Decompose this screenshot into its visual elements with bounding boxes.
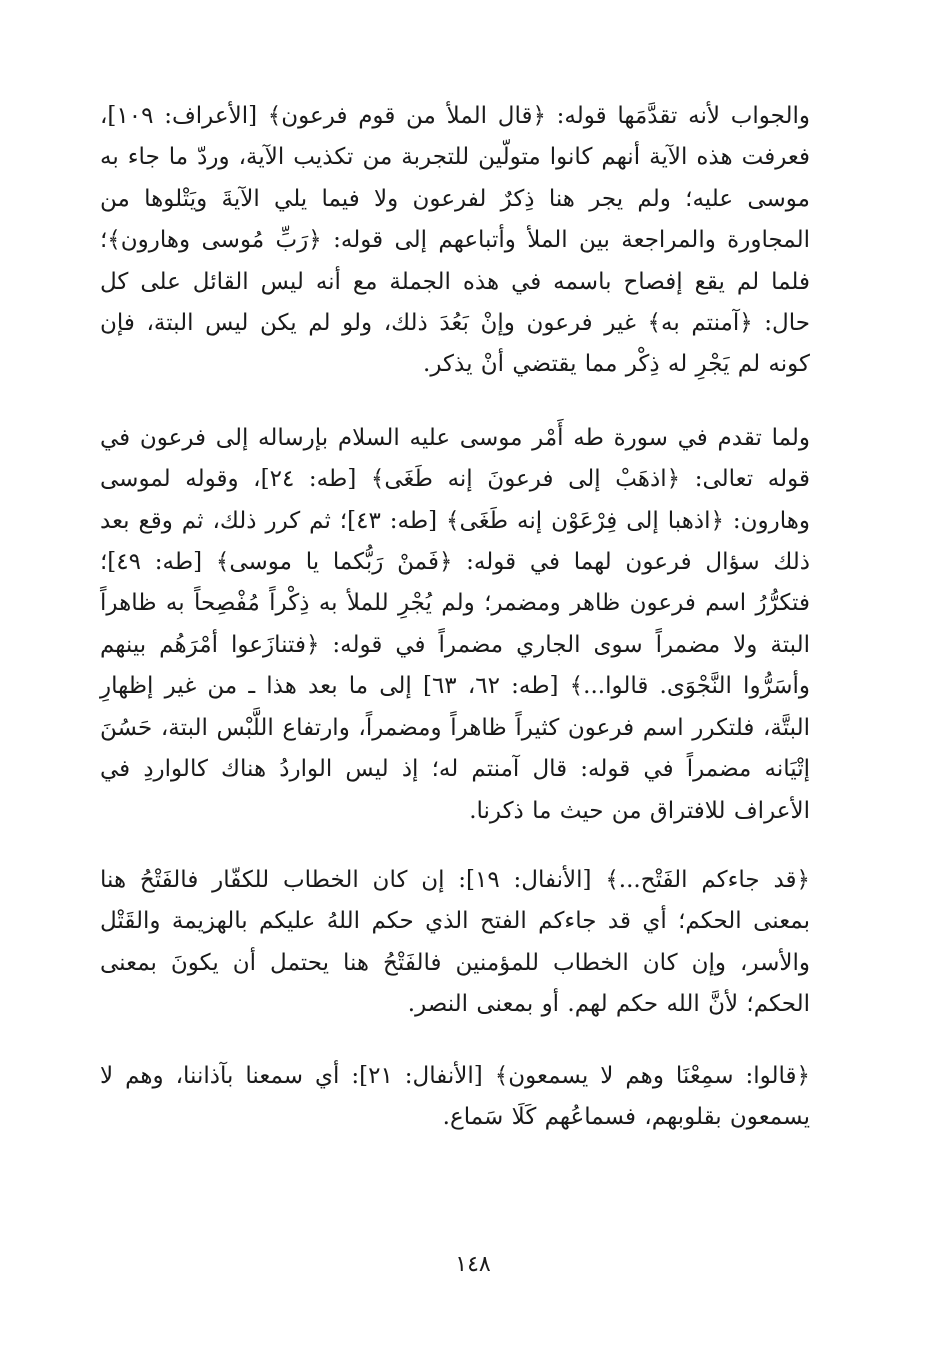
- paragraph-surat-taha: ولما تقدم في سورة طه أَمْر موسى عليه السلام بإرساله إلى فرعون في قوله تعالى: ﴿اذهَبْ إلى فرعونَ إنه طَغَى﴾ [طه: ٢٤]، وقوله لموسى وهارون: ﴿اذهبا إلى فِرْعَوْن إنه طَغَى﴾ [طه: ٤٣]؛ ثم كرر ذلك، ثم وقع بعد ذلك سؤال فرعون لهما في قوله: ﴿فَمنْ رَبُّكما يا موسى﴾ [طه: ٤٩]؛ فتكرُّرُ اسم فرعون ظاهر ومضمر؛ ولم يُجْرِ للملأ به ذِكْراً مُفْصِحاً به ظاهراً البتة ولا مضمراً سوى الجاري مضمراً في قوله: ﴿فتنازَعوا أمْرَهُم بينهم وأسَرُّوا النَّجْوَى. قالوا...﴾ [طه: ٦٢، ٦٣] إلى ما بعد هذا ـ من غير إظهارِ البتَّة، فلتكرر اسم فرعون كثيراً ظاهراً ومضمراً، وارتفاع اللَّبْس البتة، حَسُنَ إتْيَانه مضمراً في قوله: قال آمنتم له؛ إذ ليس الواردُ هناك كالواردِ في الأعراف للافتراق من حيث ما ذكرنا.: [100, 424, 811, 824]
- paragraph-al-fath: ﴿قد جاءكم الفَتْح...﴾ [الأنفال: ١٩]: إن كان الخطاب للكفّار فالفَتْحُ هنا بمعنى الحكم؛ أي قد جاءكم الفتح الذي حكم اللهُ عليكم بالهزيمة والقَتْل والأسر، وإن كان الخطاب للمؤمنين فالفَتْحُ هنا يحتمل أن يكونَ بمعنى الحكم؛ لأنَّ الله حكم لهم. أو بمعنى النصر.: [100, 866, 810, 1018]
- paragraph-samina: ﴿قالوا: سمِعْنَا وهم لا يسمعون﴾ [الأنفال: ٢١]: أي سمعنا بآذاننا، وهم لا يسمعون بقلوبهم، فسماعُهم كَلَا سَماع.: [100, 1062, 810, 1130]
- page-body: [100, 96, 810, 1138]
- page-number: ١٤٨: [455, 1252, 491, 1277]
- paragraph-firaun-al-araf: والجواب لأنه تقدَّمَها قوله: ﴿قال الملأ من قوم فرعون﴾ [الأعراف: ١٠٩]، فعرفت هذه الآية أنهم كانوا متولّين للتجربة من تكذيب الآية، وردّ ما جاء به موسى عليه؛ ولم يجر هنا ذِكرٌ لفرعون ولا فيما يلي الآيةَ ويَتْلوها من المجاورة والمراجعة بين الملأ وأتباعهم إلى قوله: ﴿رَبِّ مُوسى وهارون﴾؛ فلما لم يقع إفصاح باسمه في هذه الجملة مع أنه ليس القائل على كل حال: ﴿آمنتم به﴾ غير فرعون وإنْ بَعُدَ ذلك، ولو لم يكن ليس البتة، فإن كونه لم يَجْرِ له ذِكْر مما يقتضي أنْ يذكر.: [100, 103, 810, 378]
